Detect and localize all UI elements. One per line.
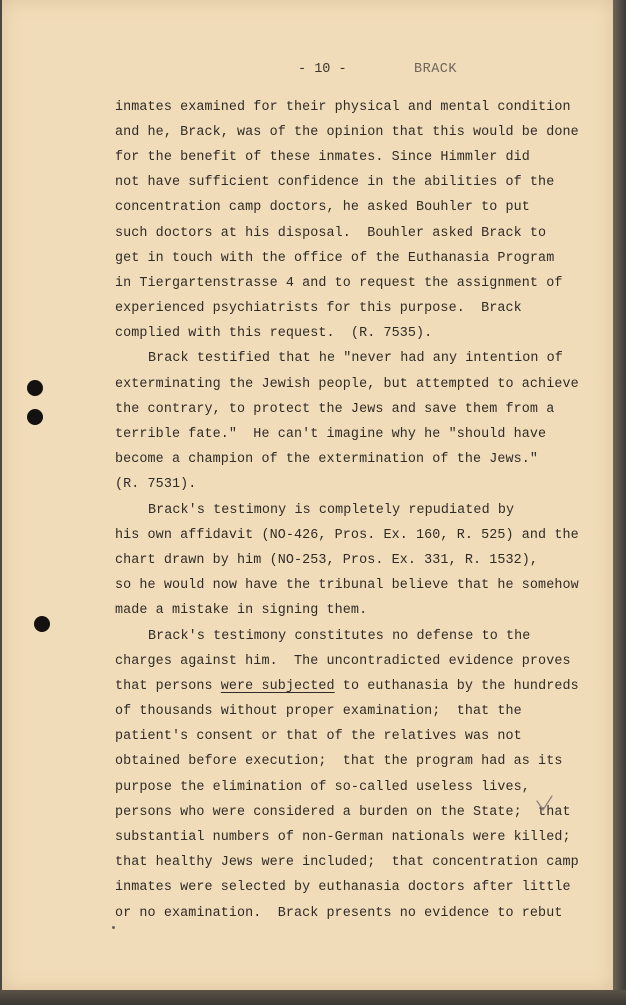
- scan-bottom-edge: [0, 990, 626, 1005]
- checkmark-icon: [535, 795, 555, 815]
- text-line: that healthy Jews were included; that concentration camp: [115, 855, 579, 870]
- text-line: obtained before execution; that the program had as its: [115, 754, 563, 769]
- text-line: his own affidavit (NO-426, Pros. Ex. 160, R. 525) and the: [115, 528, 579, 543]
- text-line: of thousands without proper examination; that the: [115, 704, 522, 719]
- text-segment: that persons: [115, 679, 221, 694]
- punch-hole-bottom: [34, 616, 50, 632]
- text-line: exterminating the Jewish people, but attempted to achieve: [115, 377, 579, 392]
- paragraph-start-line: Brack's testimony constitutes no defense to the: [148, 629, 531, 644]
- text-line: (R. 7531).: [115, 477, 197, 492]
- punch-hole-middle: [27, 409, 43, 425]
- text-line-underlined: [115, 677, 579, 697]
- punch-hole-top: [27, 380, 43, 396]
- underlined-phrase: were subjected: [220, 679, 335, 694]
- paragraph-start-line: Brack testified that he "never had any intention of: [148, 351, 563, 366]
- page-number: - 10 -: [298, 62, 347, 77]
- text-line: substantial numbers of non-German nationals were killed;: [115, 830, 571, 845]
- text-line: and he, Brack, was of the opinion that this would be done: [115, 125, 579, 140]
- text-line: made a mistake in signing them.: [115, 603, 368, 618]
- text-line: purpose the elimination of so-called useless lives,: [115, 780, 530, 795]
- text-segment: to euthanasia by the hundreds: [334, 679, 579, 694]
- text-line: persons who were considered a burden on the State; that: [115, 805, 571, 820]
- paragraph-start-line: Brack's testimony is completely repudiated by: [148, 503, 515, 518]
- text-line: inmates examined for their physical and mental condition: [115, 100, 571, 115]
- ink-mark: [112, 926, 115, 929]
- text-line: complied with this request. (R. 7535).: [115, 326, 433, 341]
- text-line: terrible fate." He can't imagine why he "should have: [115, 427, 547, 442]
- text-line: such doctors at his disposal. Bouhler asked Brack to: [115, 226, 547, 241]
- running-head: BRACK: [414, 62, 458, 77]
- text-line: inmates were selected by euthanasia doctors after little: [115, 880, 571, 895]
- page-header: [2, 62, 613, 82]
- text-line: get in touch with the office of the Euthanasia Program: [115, 251, 555, 266]
- text-line: so he would now have the tribunal believe that he somehow: [115, 578, 579, 593]
- text-line: in Tiergartenstrasse 4 and to request the assignment of: [115, 276, 563, 291]
- text-line: patient's consent or that of the relatives was not: [115, 729, 522, 744]
- scan-edge: [613, 0, 626, 1005]
- text-line: for the benefit of these inmates. Since Himmler did: [115, 150, 530, 165]
- text-line: concentration camp doctors, he asked Bouhler to put: [115, 200, 530, 215]
- text-line: not have sufficient confidence in the abilities of the: [115, 175, 555, 190]
- document-page: [2, 0, 613, 990]
- text-line: the contrary, to protect the Jews and save them from a: [115, 402, 555, 417]
- text-line: chart drawn by him (NO-253, Pros. Ex. 331, R. 1532),: [115, 553, 539, 568]
- text-line: charges against him. The uncontradicted evidence proves: [115, 654, 571, 669]
- text-line: become a champion of the extermination of the Jews.": [115, 452, 539, 467]
- text-line: experienced psychiatrists for this purpose. Brack: [115, 301, 522, 316]
- text-line: or no examination. Brack presents no evidence to rebut: [115, 906, 563, 921]
